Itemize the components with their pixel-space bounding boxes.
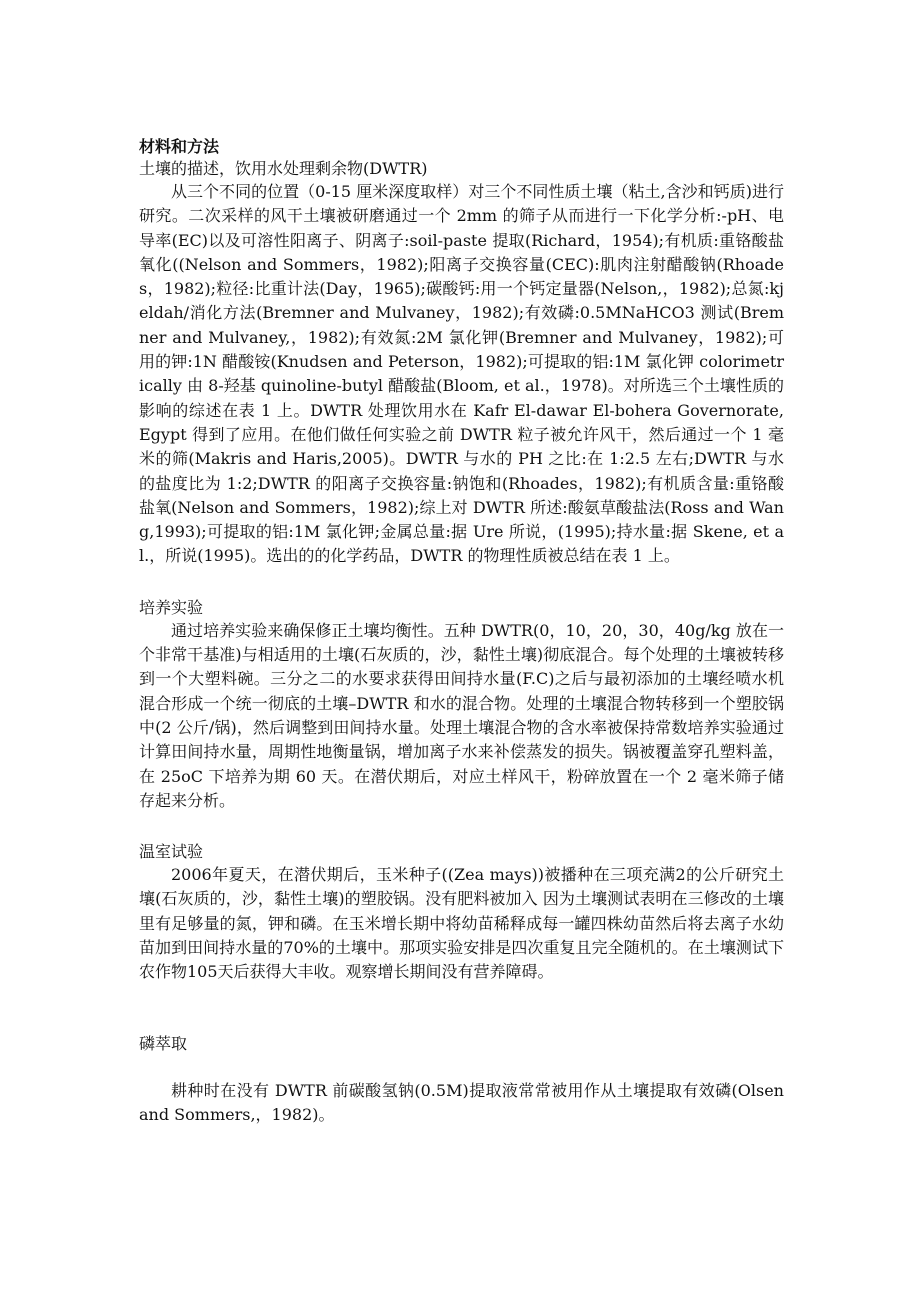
section-title-soil-description: 土壤的描述，饮用水处理剩余物(DWTR) (139, 159, 428, 178)
section-spacer (139, 1055, 784, 1079)
section-title-incubation: 培养实验 (139, 597, 204, 617)
document-page (139, 136, 784, 1127)
section-paragraph-incubation: 通过培养实验来确保修正土壤均衡性。五种 DWTR(0，10，20，30，40g/kg 放在一个非常干基准)与相适用的土壤(石灰质的，沙，黏性土壤)彻底混合。每个处理的土壤被转移到一个大塑料碗。三分之二的水要求获得田间持水量(F.C)之后与最初添加的土壤经喷水机混合形成一个统一彻底的土壤–DWTR 和水的混合物。处理的土壤混合物转移到一个塑胶锅中(2 公斤/锅)，然后调整到田间持水量。处理土壤混合物的含水率被保持常数培养实验通过计算田间持水量，周期性地衡量锅，增加离子水来补偿蒸发的损失。锅被覆盖穿孔塑料盖，在 25oC 下培养为期 60 天。在潜伏期后，对应土样风干，粉碎放置在一个 2 毫米筛子储存起来分析。 (139, 620, 784, 810)
section-title-greenhouse: 温室试验 (139, 842, 204, 862)
section-spacer (139, 985, 784, 1033)
section-spacer (139, 569, 784, 597)
section-title-phosphorus-extraction: 磷萃取 (139, 1033, 188, 1053)
document-heading: 材料和方法 (139, 137, 220, 156)
section-spacer (139, 813, 784, 841)
section-paragraph-greenhouse: 2006年夏天，在潜伏期后，玉米种子((Zea mays))被播种在三项充满2的公斤研究土壤(石灰质的，沙，黏性土壤)的塑胶锅。没有肥料被加入 因为土壤测试表明在三修改的土壤里有足够量的氮，钾和磷。在玉米增长期中将幼苗稀释成每一罐四株幼苗然后将去离子水幼苗加到田间持水量的70%的土壤中。那项实验安排是四次重复且完全随机的。在土壤测试下农作物105天后获得大丰收。观察增长期间没有营养障碍。 (139, 865, 784, 982)
section-paragraph-phosphorus-extraction: 耕种时在没有 DWTR 前碳酸氢钠(0.5M)提取液常常被用作从土壤提取有效磷(Olsen and Sommers,，1982)。 (139, 1080, 784, 1124)
section-paragraph-soil-description: 从三个不同的位置（0-15 厘米深度取样）对三个不同性质土壤（粘土,含沙和钙质)进行研究。二次采样的风干土壤被研磨通过一个 2mm 的筛子从而进行一下化学分析:-pH、电导率(EC)以及可溶性阳离子、阴离子:soil-paste 提取(Richard，1954);有机质:重铬酸盐氧化((Nelson and Sommers，1982);阳离子交换容量(CEC):肌肉注射醋酸钠(Rhoades，1982);粒径:比重计法(Day，1965);碳酸钙:用一个钙定量器(Nelson,，1982);总氮:kjeldah/消化方法(Bremner and Mulvaney，1982);有效磷:0.5MNaHCO3 测试(Bremner and Mulvaney,，1982);有效氮:2M 氯化钾(Bremner and Mulvaney，1982);可用的钾:1N 醋酸铵(Knudsen and Peterson，1982);可提取的铝:1M 氯化钾 colorimetrically 由 8-羟基 quinoline-butyl 醋酸盐(Bloom, et al.，1978)。对所选三个土壤性质的影响的综述在表 1 上。DWTR 处理饮用水在 Kafr El-dawar El-bohera Governorate, Egypt 得到了应用。在他们做任何实验之前 DWTR 粒子被允许风干，然后通过一个 1 毫米的筛(Makris and Haris,2005)。DWTR 与水的 PH 之比:在 1:2.5 左右;DWTR 与水的盐度比为 1:2;DWTR 的阳离子交换容量:钠饱和(Rhoades，1982);有机质含量:重铬酸盐氧(Nelson and Sommers，1982);综上对 DWTR 所述:酸氨草酸盐法(Ross and Wang,1993);可提取的铝:1M 氯化钾;金属总量:据 Ure 所说，(1995);持水量:据 Skene, et al.，所说(1995)。选出的的化学药品，DWTR 的物理性质被总结在表 1 上。 (139, 182, 784, 566)
